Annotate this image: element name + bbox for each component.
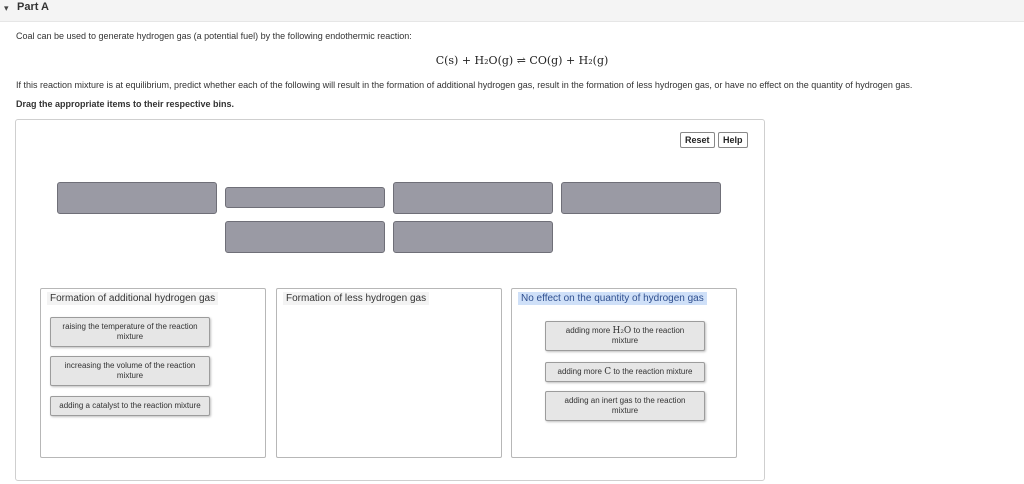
empty-item-slot: [57, 182, 217, 214]
reaction-equation: C(s) + H₂O(g) ⇌ CO(g) + H₂(g): [435, 54, 609, 67]
question-text: If this reaction mixture is at equilibrium, predict whether each of the following will result in the formation of additional hydrogen gas, result in the formation of less hydrogen gas, or have no effect on the quantity of hydrogen gas.: [16, 80, 913, 90]
draggable-item[interactable]: [50, 317, 210, 347]
bin-no-effect[interactable]: [511, 288, 737, 458]
bin-less-hydrogen[interactable]: [276, 288, 502, 458]
intro-text: Coal can be used to generate hydrogen gas (a potential fuel) by the following endothermic reaction:: [16, 31, 412, 41]
item-label-suffix: to the reaction mixture: [611, 326, 685, 345]
part-title: Part A: [17, 1, 49, 13]
empty-item-slot: [561, 182, 721, 214]
reset-button[interactable]: Reset: [680, 132, 715, 148]
draggable-item[interactable]: [545, 321, 705, 351]
empty-item-slot: [225, 221, 385, 253]
bin-title: Formation of additional hydrogen gas: [47, 292, 218, 305]
item-label-prefix: adding more: [565, 326, 613, 335]
item-label: raising the temperature of the reaction mixture: [62, 322, 198, 341]
draggable-item[interactable]: [545, 362, 705, 382]
help-button[interactable]: Help: [718, 132, 748, 148]
item-label: adding a catalyst to the reaction mixture: [59, 401, 201, 410]
part-header[interactable]: [0, 0, 1024, 22]
item-label: adding an inert gas to the reaction mixture: [564, 396, 686, 415]
item-label-prefix: adding more: [557, 367, 605, 376]
draggable-item[interactable]: [50, 356, 210, 386]
drag-drop-workspace: [15, 119, 765, 481]
empty-item-slot: [393, 221, 553, 253]
bin-additional-hydrogen[interactable]: [40, 288, 266, 458]
empty-item-slot: [393, 182, 553, 214]
empty-item-slot: [225, 187, 385, 208]
collapse-toggle-icon[interactable]: ▾: [4, 3, 9, 13]
item-label-suffix: to the reaction mixture: [611, 367, 693, 376]
item-chem-formula: H₂O: [612, 326, 632, 336]
item-label: increasing the volume of the reaction mixture: [64, 361, 196, 380]
bin-title: Formation of less hydrogen gas: [283, 292, 429, 305]
bin-title: No effect on the quantity of hydrogen gas: [518, 292, 707, 305]
draggable-item[interactable]: [545, 391, 705, 421]
item-chem-formula: C: [604, 367, 612, 377]
instruction-text: Drag the appropriate items to their respective bins.: [16, 99, 235, 109]
draggable-item[interactable]: [50, 396, 210, 416]
